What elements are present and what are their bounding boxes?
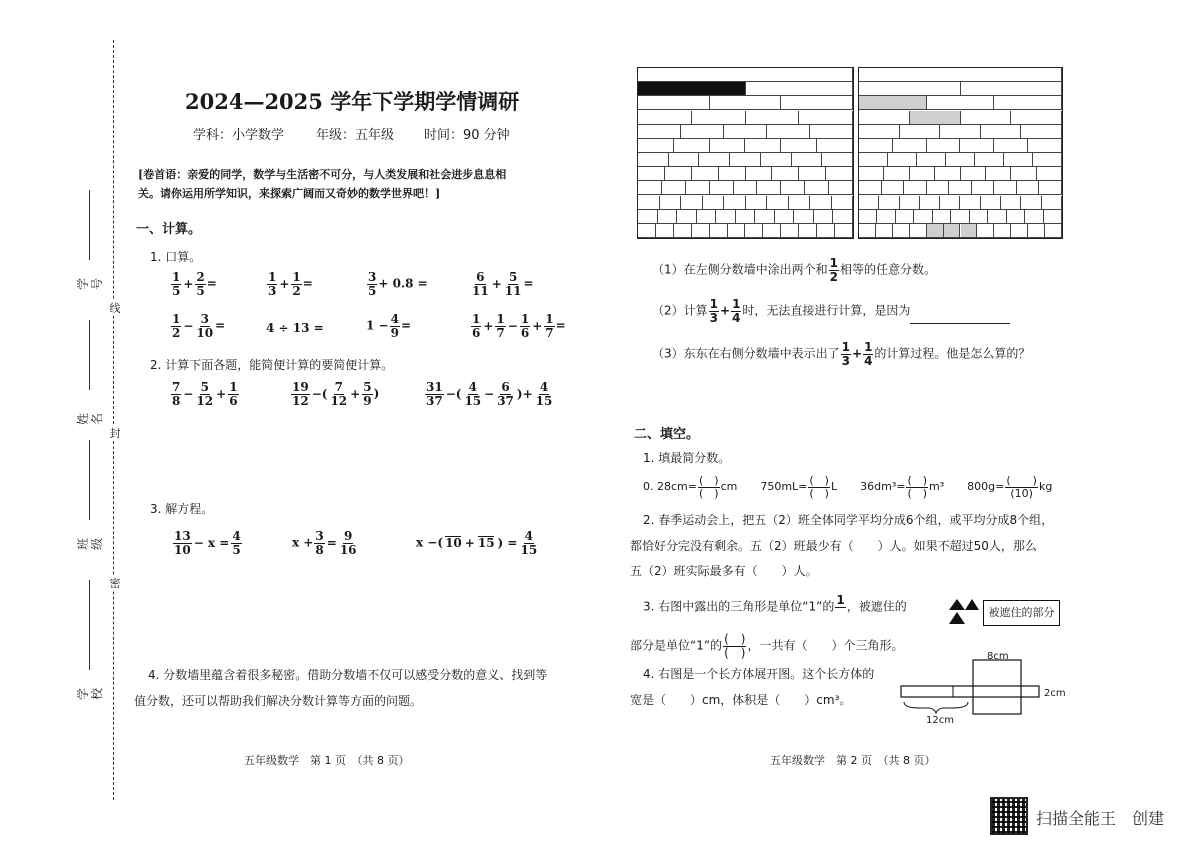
meta-grade: 年级：五年级 bbox=[316, 128, 395, 143]
school-line bbox=[89, 580, 90, 670]
exam-title: 2024—2025 学年下学期学情调研 bbox=[185, 89, 520, 114]
wall-cell[interactable] bbox=[757, 181, 781, 194]
wall-cell[interactable] bbox=[703, 196, 725, 209]
wall-cell[interactable] bbox=[767, 196, 789, 209]
wall-cell[interactable] bbox=[719, 167, 746, 180]
fraction-wall-right bbox=[858, 67, 1063, 239]
oral-1-4: $\frac{6}{11}$ + $\frac{5}{11}$ = bbox=[472, 270, 534, 298]
wall-row bbox=[638, 82, 853, 96]
wall-cell[interactable] bbox=[832, 196, 854, 209]
wall-cell[interactable] bbox=[944, 224, 961, 237]
wall-cell[interactable] bbox=[893, 224, 910, 237]
wall-cell[interactable] bbox=[1004, 153, 1033, 166]
wall-cell[interactable] bbox=[1028, 224, 1045, 237]
section-2-heading: 二、填空。 bbox=[634, 427, 700, 442]
wall-cell[interactable] bbox=[638, 139, 674, 152]
wall-cell[interactable] bbox=[817, 224, 835, 237]
wall-row bbox=[859, 196, 1062, 210]
wall-cell[interactable] bbox=[781, 96, 853, 109]
oral-1-2: $\frac{1}{3}$ + $\frac{1}{2}$ = bbox=[268, 270, 313, 298]
f3-line-2: 部分是单位“1”的 ( ) ( ) ，一共有（ ）个三角形。 bbox=[630, 632, 904, 660]
wall-cell[interactable] bbox=[817, 139, 853, 152]
f3-line-1: 3. 右图中露出的三角形是单位“1”的 1 ，被遮住的 bbox=[643, 593, 907, 614]
wall-cell[interactable] bbox=[772, 167, 799, 180]
wall-cell[interactable] bbox=[893, 139, 927, 152]
wall-cell[interactable] bbox=[716, 210, 736, 223]
dim-top: 8cm bbox=[987, 651, 1009, 662]
wall-cell[interactable] bbox=[940, 196, 960, 209]
wall-cell[interactable] bbox=[986, 167, 1011, 180]
wall-cell[interactable] bbox=[914, 210, 932, 223]
wall-row bbox=[638, 111, 853, 125]
q4-line-1: 4. 分数墙里蕴含着很多秘密。借助分数墙不仅可以感受分数的意义、找到等 bbox=[148, 668, 548, 682]
f4-line-1: 4. 右图是一个长方体展开图。这个长方体的 bbox=[643, 667, 875, 681]
wall-cell[interactable] bbox=[826, 167, 853, 180]
wall-cell[interactable] bbox=[859, 153, 888, 166]
wall-cell[interactable] bbox=[728, 224, 746, 237]
wall-cell[interactable] bbox=[877, 210, 895, 223]
wall-row bbox=[638, 68, 853, 82]
wall-cell[interactable] bbox=[692, 111, 746, 124]
wall-cell[interactable] bbox=[940, 125, 981, 138]
wall-row bbox=[859, 153, 1062, 167]
wall-cell[interactable] bbox=[746, 196, 768, 209]
seam-char: 封 bbox=[109, 427, 121, 440]
wall-cell[interactable] bbox=[781, 224, 799, 237]
wall-cell[interactable] bbox=[900, 125, 941, 138]
wall-cell[interactable] bbox=[638, 111, 692, 124]
p4-q1: （1）在左侧分数墙中涂出两个和 $\frac{1}{2}$ 相等的任意分数。 bbox=[652, 256, 937, 284]
wall-row bbox=[859, 111, 1062, 125]
oral-2-2: 4 ÷ 13 = bbox=[266, 321, 324, 335]
wall-cell[interactable] bbox=[1021, 196, 1041, 209]
wall-cell[interactable] bbox=[1011, 111, 1062, 124]
fraction-wall-left bbox=[637, 67, 854, 239]
student-id-line bbox=[89, 190, 90, 260]
wall-cell[interactable] bbox=[977, 224, 994, 237]
wall-cell[interactable] bbox=[794, 210, 814, 223]
wall-cell[interactable] bbox=[638, 96, 710, 109]
wall-cell[interactable] bbox=[710, 96, 782, 109]
answer-blank[interactable] bbox=[910, 311, 1010, 324]
wall-cell[interactable] bbox=[638, 167, 665, 180]
name-line bbox=[89, 320, 90, 390]
wall-cell[interactable] bbox=[981, 125, 1022, 138]
wall-cell[interactable] bbox=[660, 196, 682, 209]
wall-cell[interactable] bbox=[888, 153, 917, 166]
wall-cell[interactable] bbox=[927, 139, 961, 152]
wall-cell[interactable] bbox=[975, 153, 1004, 166]
wall-cell[interactable] bbox=[1025, 210, 1043, 223]
wall-cell[interactable] bbox=[927, 96, 995, 109]
wall-cell[interactable] bbox=[1042, 196, 1062, 209]
wall-cell[interactable] bbox=[746, 224, 764, 237]
f4-line-2: 宽是（ ）cm，体积是（ ）cm³。 bbox=[630, 693, 852, 707]
wall-cell[interactable] bbox=[994, 224, 1011, 237]
wall-cell[interactable] bbox=[961, 82, 1063, 95]
wall-cell[interactable] bbox=[763, 224, 781, 237]
wall-cell[interactable] bbox=[686, 181, 710, 194]
wall-cell[interactable] bbox=[1033, 153, 1062, 166]
wall-cell[interactable] bbox=[859, 224, 876, 237]
wall-cell[interactable] bbox=[681, 125, 724, 138]
wall-cell[interactable] bbox=[674, 139, 710, 152]
wall-cell[interactable] bbox=[859, 125, 900, 138]
q3-heading: 3. 解方程。 bbox=[150, 502, 214, 516]
wall-cell[interactable] bbox=[775, 210, 795, 223]
calc-3: $\frac{31}{37}$ −( $\frac{4}{15}$ − $\frac{6}{37}$ )+ $\frac{4}{15}$ bbox=[426, 380, 553, 408]
wall-cell[interactable] bbox=[994, 181, 1017, 194]
p4-q3: （3）东东在右侧分数墙中表示出了 $\frac{1}{3}$ + $\frac{1}{4}$ 的计算过程。他是怎么算的？ bbox=[652, 340, 1031, 368]
cuboid-net bbox=[898, 650, 1048, 730]
wall-cell[interactable] bbox=[799, 167, 826, 180]
wall-cell[interactable] bbox=[961, 139, 995, 152]
q2-heading: 2. 计算下面各题，能简便计算的要简便计算。 bbox=[150, 358, 394, 372]
wall-row bbox=[859, 224, 1062, 238]
wall-cell[interactable] bbox=[859, 82, 961, 95]
wall-cell[interactable] bbox=[994, 96, 1062, 109]
q1-heading: 1. 口算。 bbox=[150, 250, 202, 264]
seam-char: 线 bbox=[109, 302, 121, 315]
wall-cell[interactable] bbox=[710, 224, 728, 237]
intro-line-1: [卷首语：亲爱的同学，数学与生活密不可分，与人类发展和社会进步息息相 bbox=[138, 168, 507, 181]
wall-cell[interactable] bbox=[896, 210, 914, 223]
wall-cell[interactable] bbox=[859, 210, 877, 223]
wall-row bbox=[638, 196, 853, 210]
wall-cell[interactable] bbox=[859, 139, 893, 152]
binding-seam-line bbox=[113, 40, 114, 800]
wall-cell[interactable] bbox=[638, 68, 853, 81]
class-label: 班级 bbox=[76, 538, 104, 551]
wall-cell[interactable] bbox=[734, 181, 758, 194]
wall-cell[interactable] bbox=[1028, 139, 1062, 152]
wall-row bbox=[638, 210, 853, 224]
wall-cell[interactable] bbox=[910, 167, 935, 180]
wall-cell[interactable] bbox=[710, 139, 746, 152]
wall-cell[interactable] bbox=[988, 210, 1006, 223]
calc-2: $\frac{19}{12}$ −( $\frac{7}{12}$ + $\frac{5}{9}$ ) bbox=[292, 380, 380, 408]
scanner-watermark: 扫描全能王 创建 bbox=[1036, 809, 1165, 828]
wall-cell[interactable] bbox=[681, 196, 703, 209]
wall-cell[interactable] bbox=[994, 139, 1028, 152]
dim-bottom: 12cm bbox=[926, 715, 954, 726]
wall-cell[interactable] bbox=[1011, 167, 1036, 180]
wall-cell[interactable] bbox=[835, 224, 853, 237]
wall-cell[interactable] bbox=[755, 210, 775, 223]
wall-cell[interactable] bbox=[662, 181, 686, 194]
wall-cell[interactable] bbox=[692, 167, 719, 180]
wall-cell[interactable] bbox=[859, 181, 882, 194]
wall-cell[interactable] bbox=[746, 139, 782, 152]
calc-1: $\frac{7}{8}$ − $\frac{5}{12}$ + $\frac{1}{6}$ bbox=[172, 380, 238, 408]
wall-cell[interactable] bbox=[736, 210, 756, 223]
wall-cell[interactable] bbox=[638, 196, 660, 209]
dim-right: 2cm bbox=[1044, 688, 1066, 699]
wall-cell[interactable] bbox=[1001, 196, 1021, 209]
class-line bbox=[89, 440, 90, 520]
oral-1-3: $\frac{3}{5}$ + 0.8 = bbox=[368, 270, 428, 298]
wall-row bbox=[638, 96, 853, 110]
wall-cell[interactable] bbox=[876, 224, 893, 237]
wall-cell[interactable] bbox=[781, 181, 805, 194]
student-id-label: 学号 bbox=[76, 278, 104, 291]
wall-cell[interactable] bbox=[638, 153, 669, 166]
wall-cell[interactable] bbox=[859, 111, 910, 124]
f2-line-3: 五（2）班实际最多有（ ）人。 bbox=[630, 564, 818, 578]
equation-2: x + $\frac{3}{8}$ = $\frac{9}{16}$ bbox=[292, 529, 357, 557]
wall-cell[interactable] bbox=[814, 210, 834, 223]
wall-row bbox=[638, 125, 853, 139]
wall-cell[interactable] bbox=[833, 210, 853, 223]
wall-cell[interactable] bbox=[669, 153, 700, 166]
wall-cell[interactable] bbox=[710, 181, 734, 194]
wall-cell[interactable] bbox=[910, 111, 961, 124]
wall-cell[interactable] bbox=[927, 224, 944, 237]
wall-cell[interactable] bbox=[1017, 181, 1040, 194]
wall-cell[interactable] bbox=[904, 181, 927, 194]
wall-cell[interactable] bbox=[697, 210, 717, 223]
wall-cell[interactable] bbox=[810, 125, 853, 138]
meta-time: 时间：90 分钟 bbox=[424, 128, 510, 143]
wall-cell[interactable] bbox=[884, 167, 909, 180]
wall-cell[interactable] bbox=[859, 167, 884, 180]
section-1-heading: 一、计算。 bbox=[136, 222, 202, 237]
f2-line-2: 都恰好分完没有剩余。五（2）班最少有（ ）人。如果不超过50人，那么 bbox=[630, 539, 1037, 553]
wall-cell[interactable] bbox=[882, 181, 905, 194]
wall-cell[interactable] bbox=[746, 111, 800, 124]
wall-cell[interactable] bbox=[961, 196, 981, 209]
wall-row bbox=[859, 125, 1062, 139]
intro-line-2: 关。请你运用所学知识，来探索广阔而又奇妙的数学世界吧！] bbox=[138, 187, 441, 200]
wall-row bbox=[859, 139, 1062, 153]
wall-cell[interactable] bbox=[638, 210, 658, 223]
wall-cell[interactable] bbox=[724, 125, 767, 138]
wall-cell[interactable] bbox=[1011, 224, 1028, 237]
wall-row bbox=[859, 210, 1062, 224]
wall-cell[interactable] bbox=[933, 210, 951, 223]
wall-cell[interactable] bbox=[917, 153, 946, 166]
wall-cell[interactable] bbox=[730, 153, 761, 166]
wall-cell[interactable] bbox=[767, 125, 810, 138]
wall-cell[interactable] bbox=[789, 196, 811, 209]
wall-cell[interactable] bbox=[761, 153, 792, 166]
wall-row bbox=[638, 181, 853, 195]
wall-cell[interactable] bbox=[792, 153, 823, 166]
wall-cell[interactable] bbox=[1039, 181, 1062, 194]
wall-cell[interactable] bbox=[1007, 210, 1025, 223]
wall-cell[interactable] bbox=[805, 181, 829, 194]
wall-cell[interactable] bbox=[920, 196, 940, 209]
wall-cell[interactable] bbox=[781, 139, 817, 152]
wall-cell[interactable] bbox=[946, 153, 975, 166]
wall-cell[interactable] bbox=[638, 224, 656, 237]
wall-cell[interactable] bbox=[692, 224, 710, 237]
wall-cell[interactable] bbox=[822, 153, 853, 166]
oral-2-1: $\frac{1}{2}$ − $\frac{3}{10}$ = bbox=[172, 312, 226, 340]
wall-row bbox=[859, 82, 1062, 96]
f2-line-1: 2. 春季运动会上，把五（2）班全体同学平均分成6个组，或平均分成8个组， bbox=[643, 513, 1054, 527]
wall-row bbox=[638, 153, 853, 167]
wall-row bbox=[859, 181, 1062, 195]
page-1-footer: 五年级数学 第 1 页 （共 8 页） bbox=[244, 754, 410, 767]
wall-cell[interactable] bbox=[970, 210, 988, 223]
oral-2-3: 1 − $\frac{4}{9}$ = bbox=[366, 312, 412, 340]
wall-cell[interactable] bbox=[1037, 167, 1062, 180]
wall-cell[interactable] bbox=[859, 96, 927, 109]
wall-row bbox=[859, 68, 1062, 82]
wall-cell[interactable] bbox=[859, 68, 1062, 81]
p4-q2: （2）计算 $\frac{1}{3}$ + $\frac{1}{4}$ 时，无法直接进行计算，是因为 bbox=[652, 298, 1010, 324]
wall-cell[interactable] bbox=[961, 167, 986, 180]
conversion-row: 0. 28cm= ( ) ( ) cm 750mL= ( ) ( ) L 36dm³= ( ) ( ) m³ 800g= ( ) (10) kg bbox=[643, 474, 1053, 500]
wall-cell[interactable] bbox=[859, 196, 879, 209]
page-2-footer: 五年级数学 第 2 页 （共 8 页） bbox=[770, 754, 936, 767]
oral-2-4: $\frac{1}{6}$ + $\frac{1}{7}$ − $\frac{1}{6}$ + $\frac{1}{7}$ = bbox=[472, 312, 566, 340]
wall-cell[interactable] bbox=[961, 224, 978, 237]
seam-char: 密 bbox=[109, 577, 121, 590]
wall-cell[interactable] bbox=[724, 196, 746, 209]
wall-cell[interactable] bbox=[935, 167, 960, 180]
wall-cell[interactable] bbox=[799, 224, 817, 237]
wall-cell[interactable] bbox=[638, 125, 681, 138]
wall-cell[interactable] bbox=[879, 196, 899, 209]
wall-cell[interactable] bbox=[658, 210, 678, 223]
wall-cell[interactable] bbox=[665, 167, 692, 180]
wall-cell[interactable] bbox=[677, 210, 697, 223]
wall-cell[interactable] bbox=[829, 181, 853, 194]
q4-line-2: 值分数，还可以帮助我们解决分数计算等方面的问题。 bbox=[134, 694, 423, 708]
wall-cell[interactable] bbox=[1021, 125, 1062, 138]
wall-cell[interactable] bbox=[900, 196, 920, 209]
wall-row bbox=[859, 167, 1062, 181]
wall-cell[interactable] bbox=[746, 167, 773, 180]
meta-subject: 学科：小学数学 bbox=[193, 128, 285, 143]
wall-cell[interactable] bbox=[927, 181, 950, 194]
wall-cell[interactable] bbox=[810, 196, 832, 209]
wall-cell[interactable] bbox=[638, 181, 662, 194]
wall-cell[interactable] bbox=[799, 111, 853, 124]
wall-cell[interactable] bbox=[951, 210, 969, 223]
wall-row bbox=[638, 139, 853, 153]
wall-row bbox=[638, 167, 853, 181]
school-label: 学校 bbox=[76, 688, 104, 701]
wall-cell[interactable] bbox=[1044, 210, 1062, 223]
wall-cell[interactable] bbox=[746, 82, 854, 95]
wall-cell[interactable] bbox=[981, 196, 1001, 209]
wall-cell[interactable] bbox=[961, 111, 1012, 124]
wall-cell[interactable] bbox=[699, 153, 730, 166]
hidden-part-box: 被遮住的部分 bbox=[983, 600, 1060, 626]
wall-cell[interactable] bbox=[638, 82, 746, 95]
wall-cell[interactable] bbox=[656, 224, 674, 237]
equation-3: x −( 10 + 15 ) = $\frac{4}{15}$ bbox=[416, 529, 538, 557]
oral-1-1: $\frac{1}{5}$ + $\frac{2}{5}$ = bbox=[172, 270, 217, 298]
f1-heading: 1. 填最简分数。 bbox=[643, 451, 731, 465]
wall-cell[interactable] bbox=[972, 181, 995, 194]
name-label: 姓名 bbox=[76, 413, 104, 426]
wall-row bbox=[859, 96, 1062, 110]
wall-cell[interactable] bbox=[1045, 224, 1062, 237]
wall-cell[interactable] bbox=[674, 224, 692, 237]
equation-1: $\frac{13}{10}$ − x = $\frac{4}{5}$ bbox=[174, 529, 241, 557]
triangles-figure bbox=[948, 598, 980, 626]
wall-row bbox=[638, 224, 853, 238]
wall-cell[interactable] bbox=[949, 181, 972, 194]
qr-code-icon bbox=[990, 797, 1028, 835]
wall-cell[interactable] bbox=[910, 224, 927, 237]
